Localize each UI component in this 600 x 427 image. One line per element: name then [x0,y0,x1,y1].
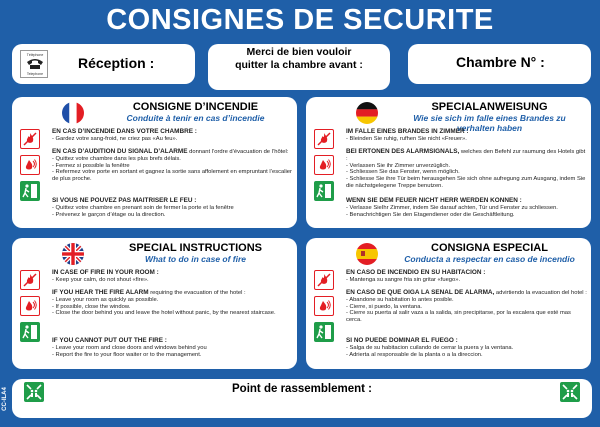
emergency-exit-icon [20,322,40,342]
document-code-text: CC-ILA4 [1,387,8,411]
panel-french [12,97,297,228]
section-title: IF YOU CANNOT PUT OUT THE FIRE : [52,337,167,344]
instruction-line: - Salga de su habitacion cuilando de cerrar la puera y la ventana. [346,344,514,351]
fire-alarm-icon [20,155,40,175]
section-alarm [52,290,293,317]
section-title: SI NO PUEDE DOMINAR EL FUEGO : [346,337,458,344]
section-title: WENN SIE DEM FEUER NICHT HERR WERDEN KONNEN : [346,197,522,204]
instruction-line: - If possible, close the window. [52,303,131,310]
no-fire-icon [314,129,334,149]
panel-heading: CONSIGNA ESPECIAL [431,242,548,254]
instruction-line: - Close the door behind you and leave the hotel without panic, by the nearest staircase. [52,310,276,317]
uk-flag-icon [62,243,84,265]
panel-heading: CONSIGNE D’INCENDIE [132,101,259,113]
room-number-box [408,44,591,84]
section-title: IF YOU HEAR THE FIRE ALARM [52,289,149,296]
panel-subheading: Wie sie sich im falle eines Brandes zu verhalten haben [413,113,566,133]
panel-spanish [306,238,591,369]
section-title: IN CASE OF FIRE IN YOUR ROOM : [52,269,159,276]
panel-heading: SPECIAL INSTRUCTIONS [128,242,263,254]
instruction-line: - Schliessen Sie das Fenster, wenn möglich. [346,169,460,176]
instruction-line: - Schliesse Sie ihre Tür beim herausgehen Sie sich ohne aufregung zum Ausgang, indem Sie die nächstgelegene Treppe benutzen. [346,176,586,189]
telephone-icon [20,50,48,78]
reception-box [12,44,195,84]
document-code [1,388,11,414]
french-flag-icon [62,102,84,124]
german-flag-icon [356,102,378,124]
instruction-line: - Abandone su habitation lo antes posible. [346,296,454,303]
page-title: CONSIGNES DE SECURITE [106,4,494,36]
instruction-line: - Fermez si possible la fenêtre [52,162,130,169]
instruction-line: - Benachrichtigen Sie den Etagendiener oder die Geschäftleitung. [346,211,515,218]
panel-subheading: What to do in case of fire [144,254,247,264]
no-fire-icon [20,129,40,149]
instruction-line: - Adrierta al responsable de la planta o a la direccion. [346,351,483,358]
instruction-line: - Verlasse SieIhr Zimmer, indem Sie darauf achten, Tür und Fenster zu schliessen. [346,204,558,211]
panel-german [306,97,591,228]
instruction-line: - Prévenez le garçon d’étage ou la direction. [52,211,166,218]
panel-heading: SPECIALANWEISUNG [431,101,548,113]
instruction-line: - Gardez votre sang-froid, ne criez pas «Au feu». [52,135,178,142]
section-title: IM FALLE EINES BRANDES IN ZIMMER : [346,128,469,135]
spanish-flag-icon [356,243,378,265]
instruction-line: - Report the fire to your floor waiter or to the management. [52,351,202,358]
emergency-exit-icon [314,322,334,342]
instruction-line: - Quittez votre chambre dans les plus brefs délais. [52,155,181,162]
checkout-time-box [208,44,390,90]
section-cannot-control [346,198,587,218]
room-number-label: Chambre N° : [456,54,545,70]
fire-alarm-icon [20,296,40,316]
emergency-exit-icon [314,181,334,201]
section-title-rest: requiring the evacuation of the hotel : [150,290,246,296]
section-cannot-control [52,198,293,218]
section-title: EN CASO DE INCENDIO EN SU HABITACION : [346,269,486,276]
telephone-caption-top: Téléphone [26,53,44,57]
fire-alarm-icon [314,296,334,316]
section-title: EN CASO DE QUE OIGA LA SENAL DE ALARMA, [346,289,495,296]
section-alarm [346,149,587,190]
instruction-line: - Cierre, si puedo, la ventana. [346,303,423,310]
section-title: SI VOUS NE POUVEZ PAS MAITRISER LE FEU : [52,197,197,204]
reception-label: Réception : [78,55,155,71]
instruction-line: - Keep your calm, do not shout «fire». [52,276,149,283]
telephone-caption-bottom: Telephone [26,72,44,76]
panel-subheading: Conducta a respectar en caso de incendio [404,254,575,264]
instruction-line: - Bleinden Sie ruhig, rufhen Sie nicht «Freuer». [346,135,467,142]
no-fire-icon [314,270,334,290]
instruction-line: - Leave your room as quickly as possible. [52,296,159,303]
instruction-line: - Leave your room and close doors and windows behind you [52,344,207,351]
section-alarm [346,290,587,324]
section-cannot-control [52,338,293,358]
instruction-line: - Mantenga su sangre fria sin gritar «fuego». [346,276,461,283]
instruction-line: - Verlassen Sie ihr Zimmer unverzüglich. [346,162,451,169]
panel-english [12,238,297,369]
instruction-line: - Refermez votre porte en sortant et gagnez la sortie sans affolement en empruntant l’escalier de plus proche. [52,169,292,183]
instruction-line: - Quittez votre chambre en prenant soin de fermer la porte et la fenêtre [52,204,234,211]
section-cannot-control [346,338,587,358]
panel-subheading: Conduite à tenir en cas d’incendie [126,113,265,123]
section-room-fire [52,270,293,284]
no-fire-icon [20,270,40,290]
section-title-rest: welches den Befehl zur raumung des Hotels gibt : [346,149,586,162]
checkout-line-1: Merci de bien vouloir [246,46,352,58]
instruction-line: - Cierre su puerta al salir vaza a la salida, sin precipitarse, por la escalera que esté mas cerca. [346,310,571,324]
section-title: EN CAS D’INCENDIE DANS VOTRE CHAMBRE : [52,128,197,135]
section-title-rest: donnant l’ordre d’évacuation de l’hôtel: [189,149,289,155]
fire-alarm-icon [314,155,334,175]
assembly-point-icon [560,382,580,402]
section-room-fire [346,270,587,284]
checkout-line-2: quitter la chambre avant : [235,59,363,71]
section-title: BEI ERTONEN DES ALARMSIGNALS, [346,148,460,155]
section-room-fire [52,129,293,143]
section-title-rest: advirtiendo la evacuation del hotel : [495,290,587,296]
assembly-point-box [12,379,592,418]
assembly-point-label: Point de rassemblement : [232,383,372,395]
section-title: EN CAS D’AUDITION DU SIGNAL D’ALARME [52,148,188,155]
emergency-exit-icon [20,181,40,201]
section-alarm [52,149,293,183]
section-room-fire [346,129,587,143]
